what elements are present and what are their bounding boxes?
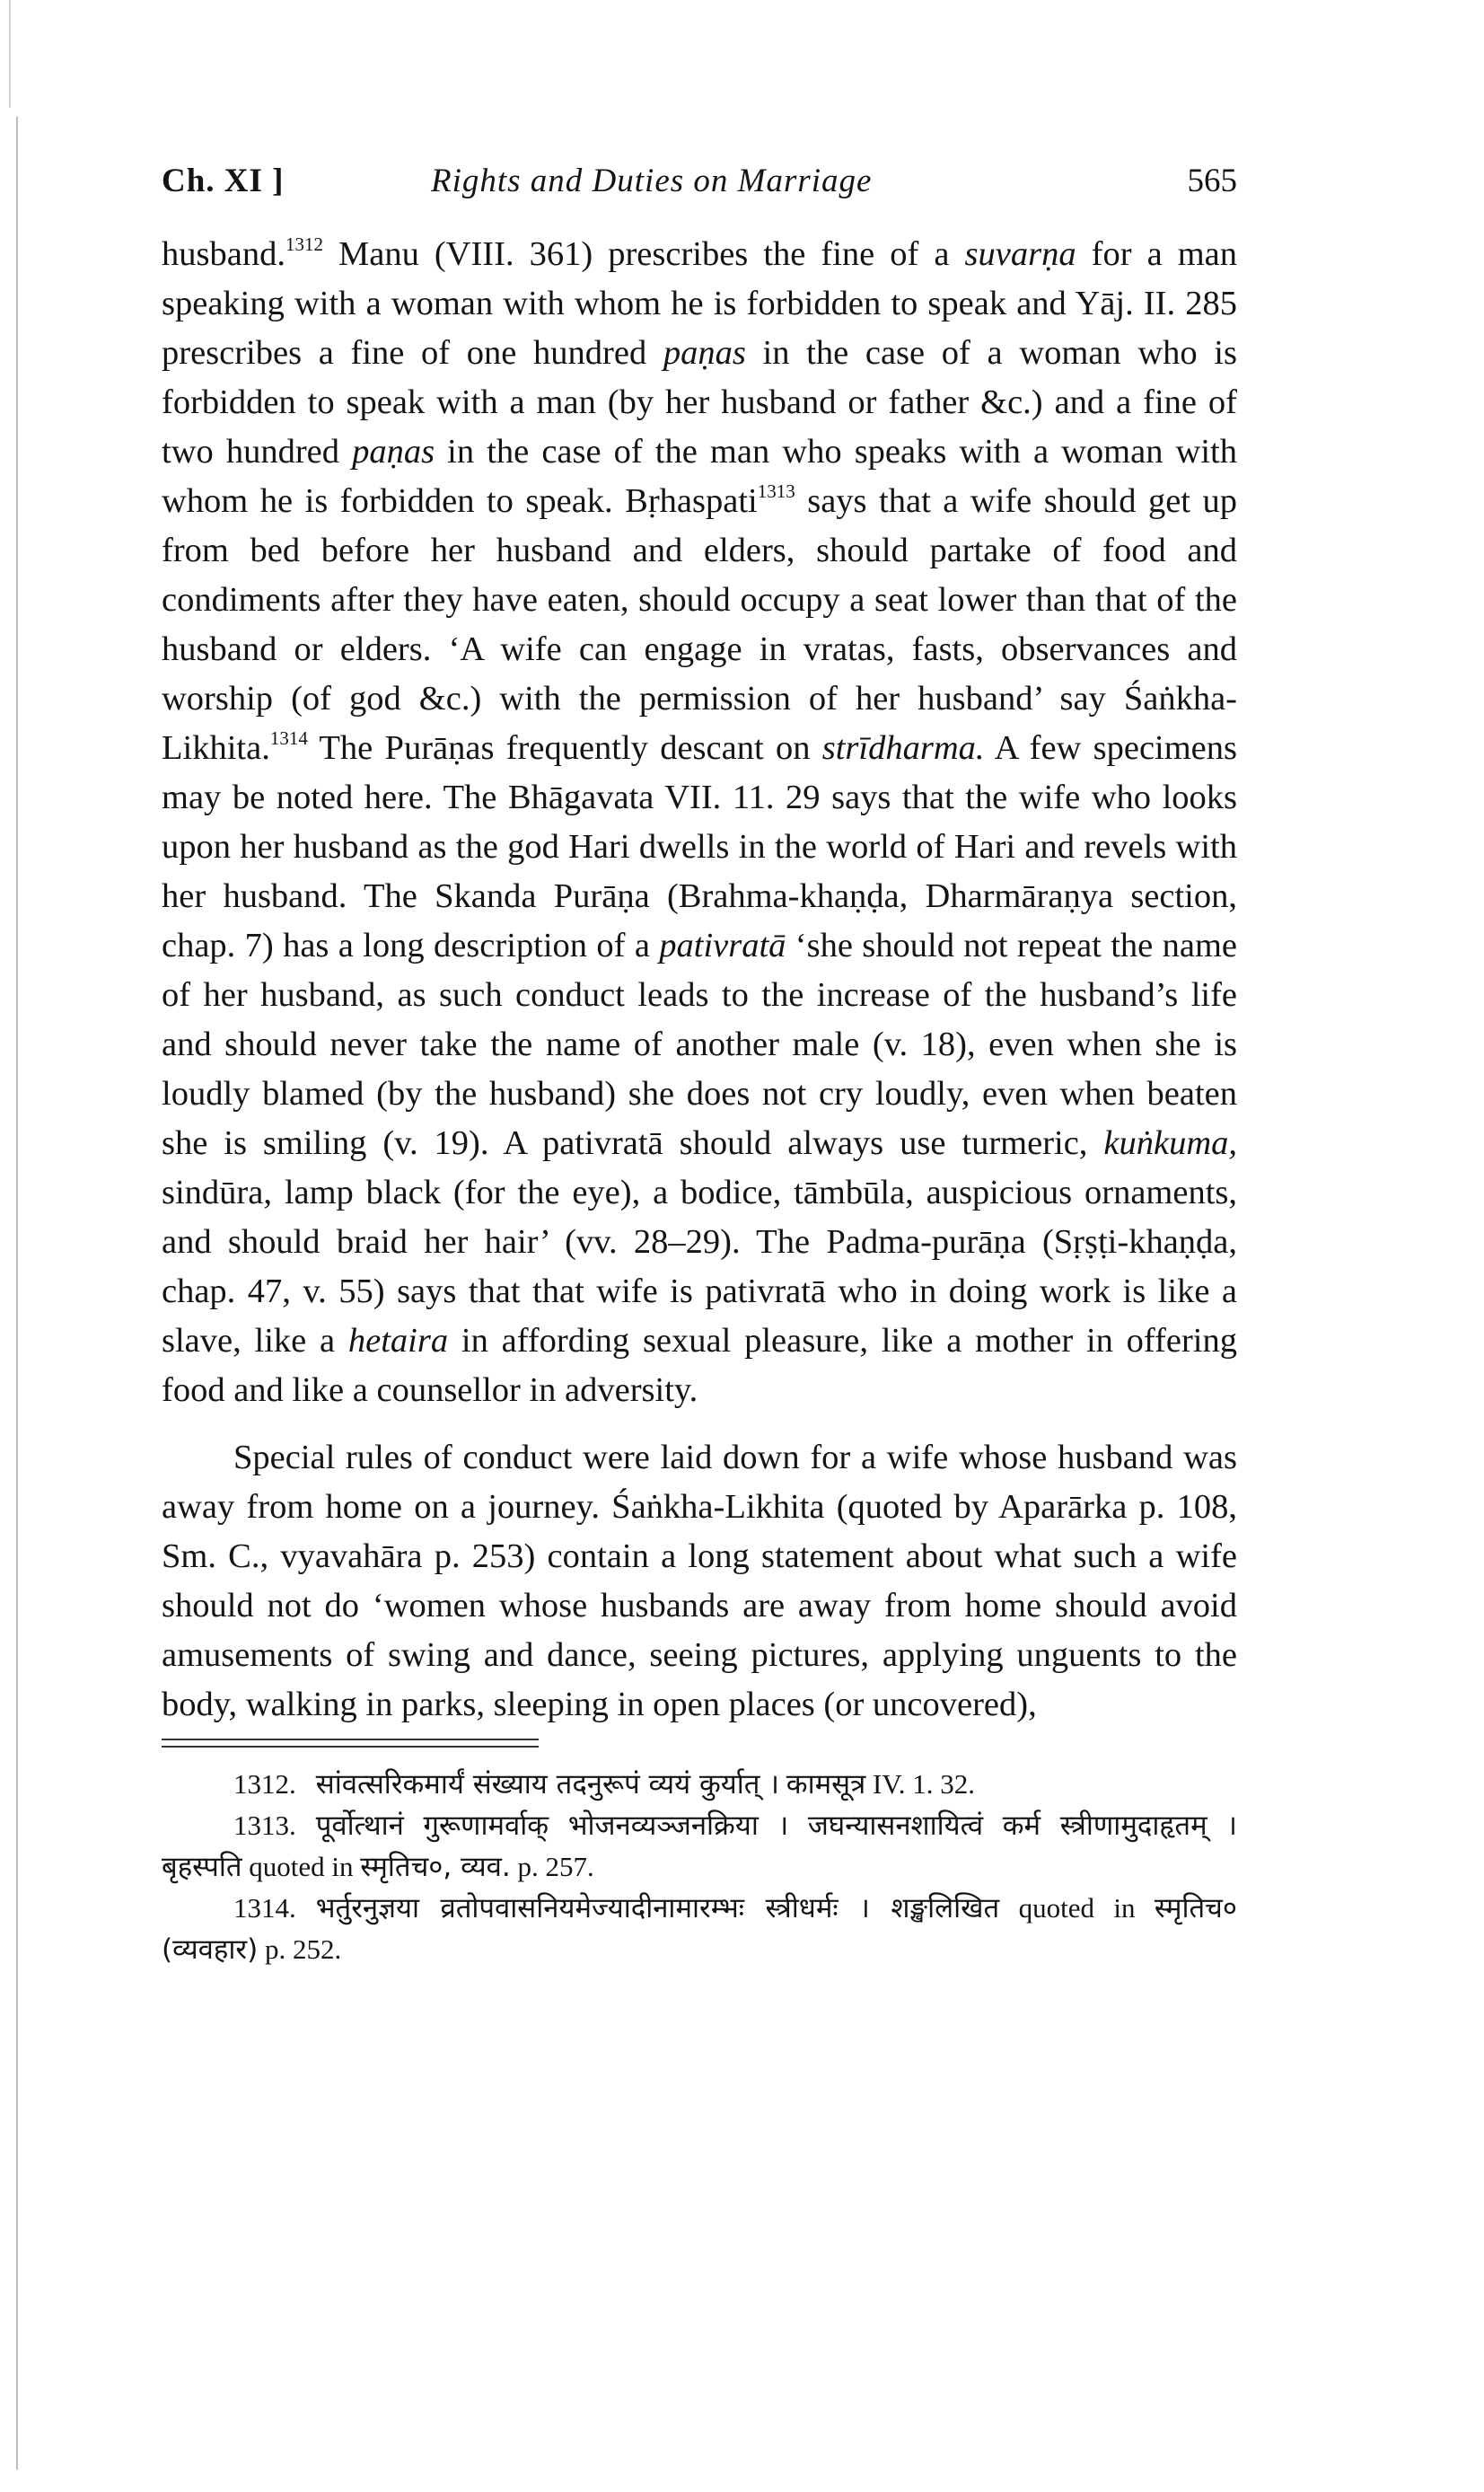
scan-edge — [16, 117, 18, 2470]
running-title: Rights and Duties on Marriage — [431, 163, 873, 199]
italic-term: kuṅkuma, — [1103, 1124, 1237, 1162]
text-run: p. 257. — [510, 1851, 594, 1882]
footnote-text — [162, 1810, 1237, 1882]
running-head — [162, 153, 1237, 212]
italic-term: suvarṇa — [964, 235, 1076, 273]
scan-edge-top — [9, 0, 11, 108]
footnote-number: 1314. — [233, 1892, 296, 1924]
text-run: for a man speaking with a woman with whom he is forbidden to speak and Yāj. II. 285 prescribes a fine of one hundred — [162, 235, 1237, 372]
text-run: p. 252. — [258, 1933, 342, 1965]
text-run: in affording sexual pleasure, like a mother in offering food and like a counsellor in adversity. — [162, 1322, 1237, 1409]
footnote-number: 1312. — [233, 1768, 296, 1800]
footnote-reference: 1314 — [269, 727, 308, 749]
text-run: Manu (VIII. 361) prescribes the fine of a — [322, 235, 965, 273]
text-run: ‘she should not repeat the name of her husband, as such conduct leads to the increase of the husband’s life and should never take the name of another male (v. 18), even when she is loudly blamed (by the husband) she does not cry loudly, even when beaten she is smiling (v. 19). A pativratā should always use turmeric, — [162, 927, 1237, 1162]
text-run: in the case of a woman who is forbidden to speak with a man (by her husband or father &c.) and a fine of two hundred — [162, 334, 1237, 471]
sanskrit-text: स्मृतिच० (व्यवहार) — [162, 1892, 1237, 1966]
sanskrit-text: सांवत्सरिकमार्यं संख्याय तदनुरूपं व्ययं कुर्यात् । — [315, 1768, 780, 1801]
text-run: quoted in — [241, 1851, 361, 1882]
sanskrit-text: भर्तुरनुज्ञया व्रतोपवासनियमेज्यादीनामारम्भः स्त्रीधर्मः । शङ्खलिखित — [315, 1892, 1000, 1924]
footnote-text — [316, 1768, 975, 1800]
chapter-label: Ch. XI ] — [162, 163, 285, 199]
paragraph — [162, 230, 1237, 1415]
italic-term: paṇas — [663, 334, 746, 372]
italic-term: pativratā — [659, 927, 786, 964]
footnote-reference: 1313 — [757, 480, 795, 502]
italic-term: paṇas — [352, 433, 435, 471]
footnote-text — [162, 1892, 1237, 1965]
sanskrit-text: कामसूत्र — [786, 1768, 866, 1801]
text-run: Special rules of conduct were laid down for a wife whose husband was away from home on a journey. Śaṅkha-Likhita (quoted by Aparārka p. 108, Sm. C., vyavahāra p. 253) contain a long statement about what such a wife should not do ‘women whose husbands are away from home should avoid amusements of swing and dance, seeing pictures, applying unguents to the body, walking in parks, sleeping in open places (or uncovered), — [162, 1439, 1237, 1723]
page-number: 565 — [1187, 163, 1237, 199]
book-page — [162, 153, 1237, 1970]
sanskrit-text: पूर्वोत्थानं गुरूणामर्वाक् भोजनव्यञ्जनक्रिया । जघन्यासनशायित्वं कर्म स्त्रीणामुदाहृतम् । बृहस्पति — [162, 1810, 1237, 1883]
italic-term: hetaira — [347, 1322, 449, 1360]
italic-term: strīdharma. — [821, 729, 985, 767]
text-run: husband. — [162, 235, 285, 273]
paragraph — [162, 1433, 1237, 1730]
footnote — [162, 1764, 1237, 1805]
text-run: quoted in — [999, 1892, 1155, 1924]
text-run: A few specimens may be noted here. The Bhāgavata VII. 11. 29 says that the wife who looks upon her husband as the god Hari dwells in the world of Hari and revels with her husband. The Skanda Purāṇa (Brahma-khaṇḍa, Dharmāraṇya section, chap. 7) has a long description of a — [162, 729, 1237, 964]
footnote-reference: 1312 — [285, 233, 323, 255]
text-run: IV. 1. 32. — [865, 1768, 975, 1800]
footnote — [162, 1888, 1237, 1970]
text-run: The Purāṇas frequently descant on — [307, 729, 822, 767]
text-run: sindūra, lamp black (for the eye), a bodice, tāmbūla, auspicious ornaments, and should braid her hair’ (vv. 28–29). The Padma-purāṇa (Sṛṣṭi-khaṇḍa, chap. 47, v. 55) says that that wife is pativratā who in doing work is like a slave, like a — [162, 1174, 1237, 1360]
footnote-rule — [162, 1739, 539, 1748]
footnotes — [162, 1764, 1237, 1970]
body-text — [162, 230, 1237, 1730]
footnote — [162, 1805, 1237, 1888]
text-run: says that a wife should get up from bed before her husband and elders, should partake of food and condiments after they have eaten, should occupy a seat lower than that of the husband or elders. ‘A wife can engage in vratas, fasts, observances and worship (of god &c.) with the permission of her husband’ say Śaṅkha-Likhita. — [162, 482, 1237, 767]
text-run — [779, 1768, 786, 1800]
sanskrit-text: स्मृतिच०, व्यव. — [360, 1851, 511, 1883]
text-run: in the case of the man who speaks with a woman with whom he is forbidden to speak. Bṛhaspati — [162, 433, 1237, 520]
footnote-number: 1313. — [233, 1810, 296, 1841]
